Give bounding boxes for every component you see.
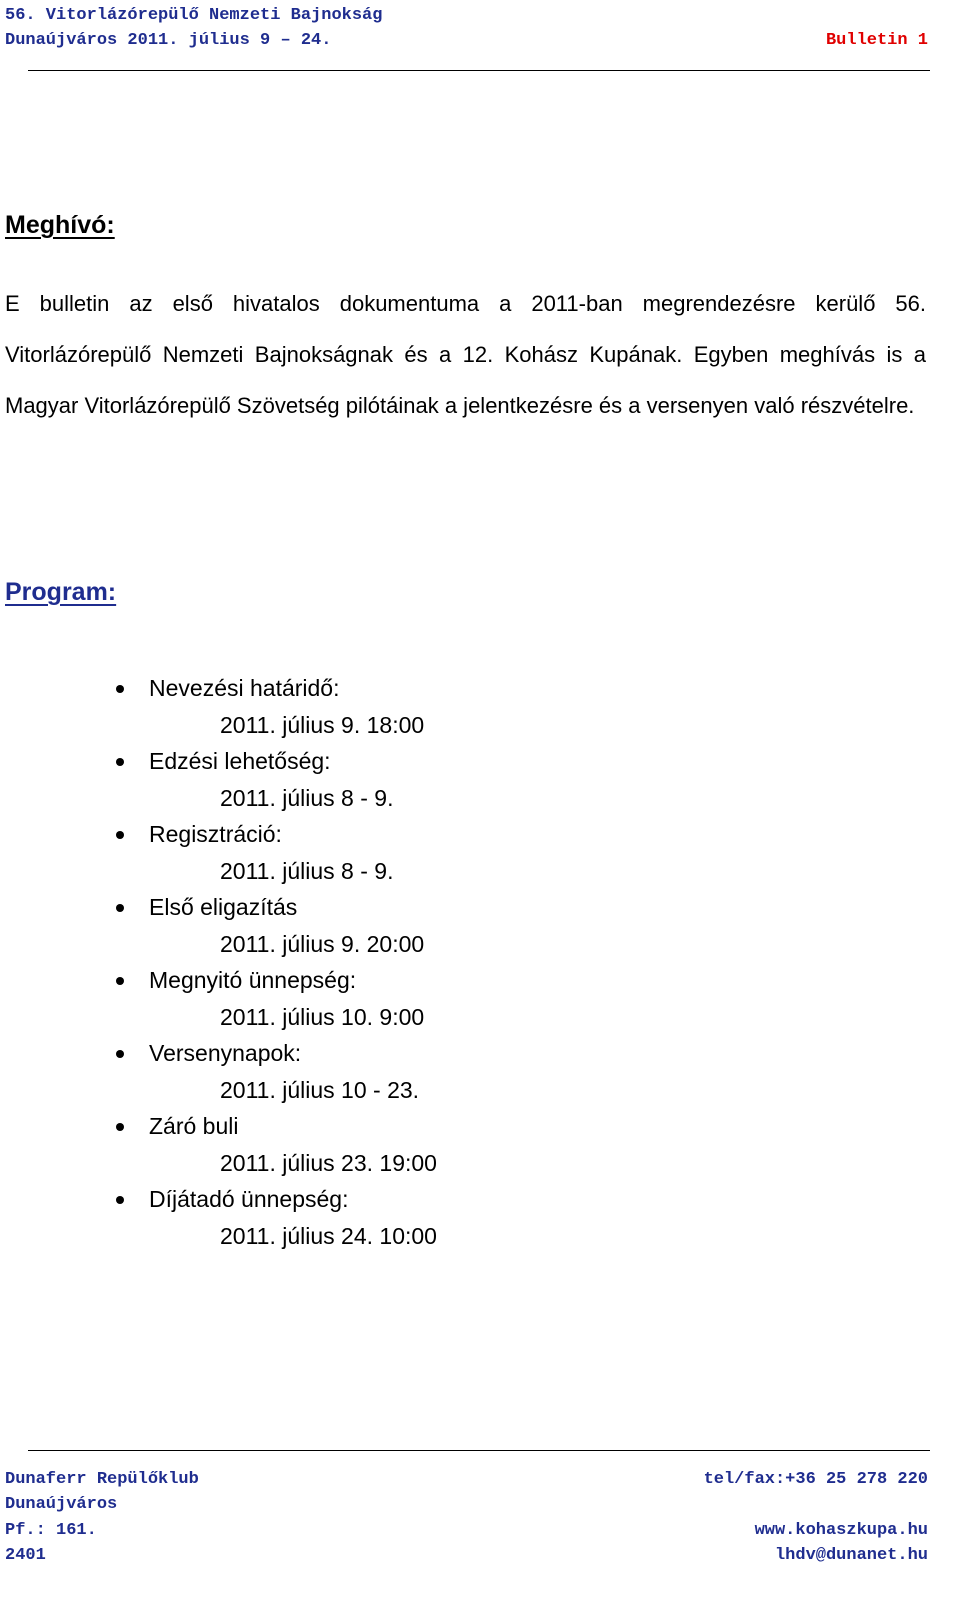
bullet-icon: [116, 1050, 124, 1058]
bullet-icon: [116, 977, 124, 985]
program-item: [116, 1181, 437, 1254]
bullet-icon: [116, 1123, 124, 1131]
invitation-heading: Meghívó:: [5, 211, 115, 239]
program-heading: Program:: [5, 578, 117, 606]
footer-email-link[interactable]: lhdv@dunanet.hu: [774, 1546, 928, 1565]
program-item: [116, 1035, 437, 1108]
program-item-date: 2011. július 8 - 9.: [220, 784, 394, 811]
program-item-label: Megnyitó ünnepség:: [149, 967, 357, 993]
program-item-date: 2011. július 8 - 9.: [220, 857, 394, 884]
program-item: [116, 816, 437, 889]
program-item: [116, 889, 437, 962]
program-item-date: 2011. július 9. 20:00: [220, 930, 425, 957]
program-item-date: 2011. július 23. 19:00: [220, 1149, 437, 1176]
program-item-label: Edzési lehetőség:: [149, 748, 331, 774]
program-item: [116, 962, 437, 1035]
program-item-date: 2011. július 9. 18:00: [220, 711, 425, 738]
footer-city: Dunaújváros: [5, 1495, 118, 1514]
program-item: [116, 1108, 437, 1181]
program-item-label: Díjátadó ünnepség:: [149, 1186, 349, 1212]
program-item-label: Záró buli: [149, 1113, 239, 1139]
program-item-date: 2011. július 10 - 23.: [220, 1076, 420, 1103]
footer-org: Dunaferr Repülőklub: [5, 1470, 199, 1489]
bullet-icon: [116, 758, 124, 766]
footer-web-link[interactable]: www.kohaszkupa.hu: [754, 1521, 928, 1540]
header-title: 56. Vitorlázórepülő Nemzeti Bajnokság: [5, 6, 383, 25]
invitation-text: E bulletin az első hivatalos dokumentuma a 2011-ban megrendezésre kerülő 56. Vitorlázórepülő Nemzeti Bajnokságnak és a 12. Kohász Kupának. Egyben meghívás is a Magyar Vitorlázórepülő Szövetség pilótáinak a jelentkezésre és a versenyen való részvételre.: [5, 291, 926, 418]
program-item-label: Első eligazítás: [149, 894, 298, 920]
program-item-date: 2011. július 10. 9:00: [220, 1003, 425, 1030]
header-divider: [28, 70, 930, 71]
program-item-label: Regisztráció:: [149, 821, 282, 847]
program-item-date: 2011. július 24. 10:00: [220, 1222, 437, 1249]
program-list: [116, 670, 437, 1254]
program-item-label: Nevezési határidő:: [149, 675, 340, 701]
program-item: [116, 743, 437, 816]
footer-phone: tel/fax:+36 25 278 220: [703, 1470, 928, 1489]
header-dates: Dunaújváros 2011. július 9 – 24.: [5, 31, 332, 50]
program-item-label: Versenynapok:: [149, 1040, 302, 1066]
footer-divider: [28, 1450, 930, 1451]
bulletin-number: Bulletin 1: [825, 31, 928, 50]
bullet-icon: [116, 1196, 124, 1204]
bullet-icon: [116, 904, 124, 912]
program-item: [116, 670, 437, 743]
bullet-icon: [116, 831, 124, 839]
footer-zip: 2401: [5, 1546, 46, 1565]
footer-pobox: Pf.: 161.: [5, 1521, 97, 1540]
bullet-icon: [116, 685, 124, 693]
